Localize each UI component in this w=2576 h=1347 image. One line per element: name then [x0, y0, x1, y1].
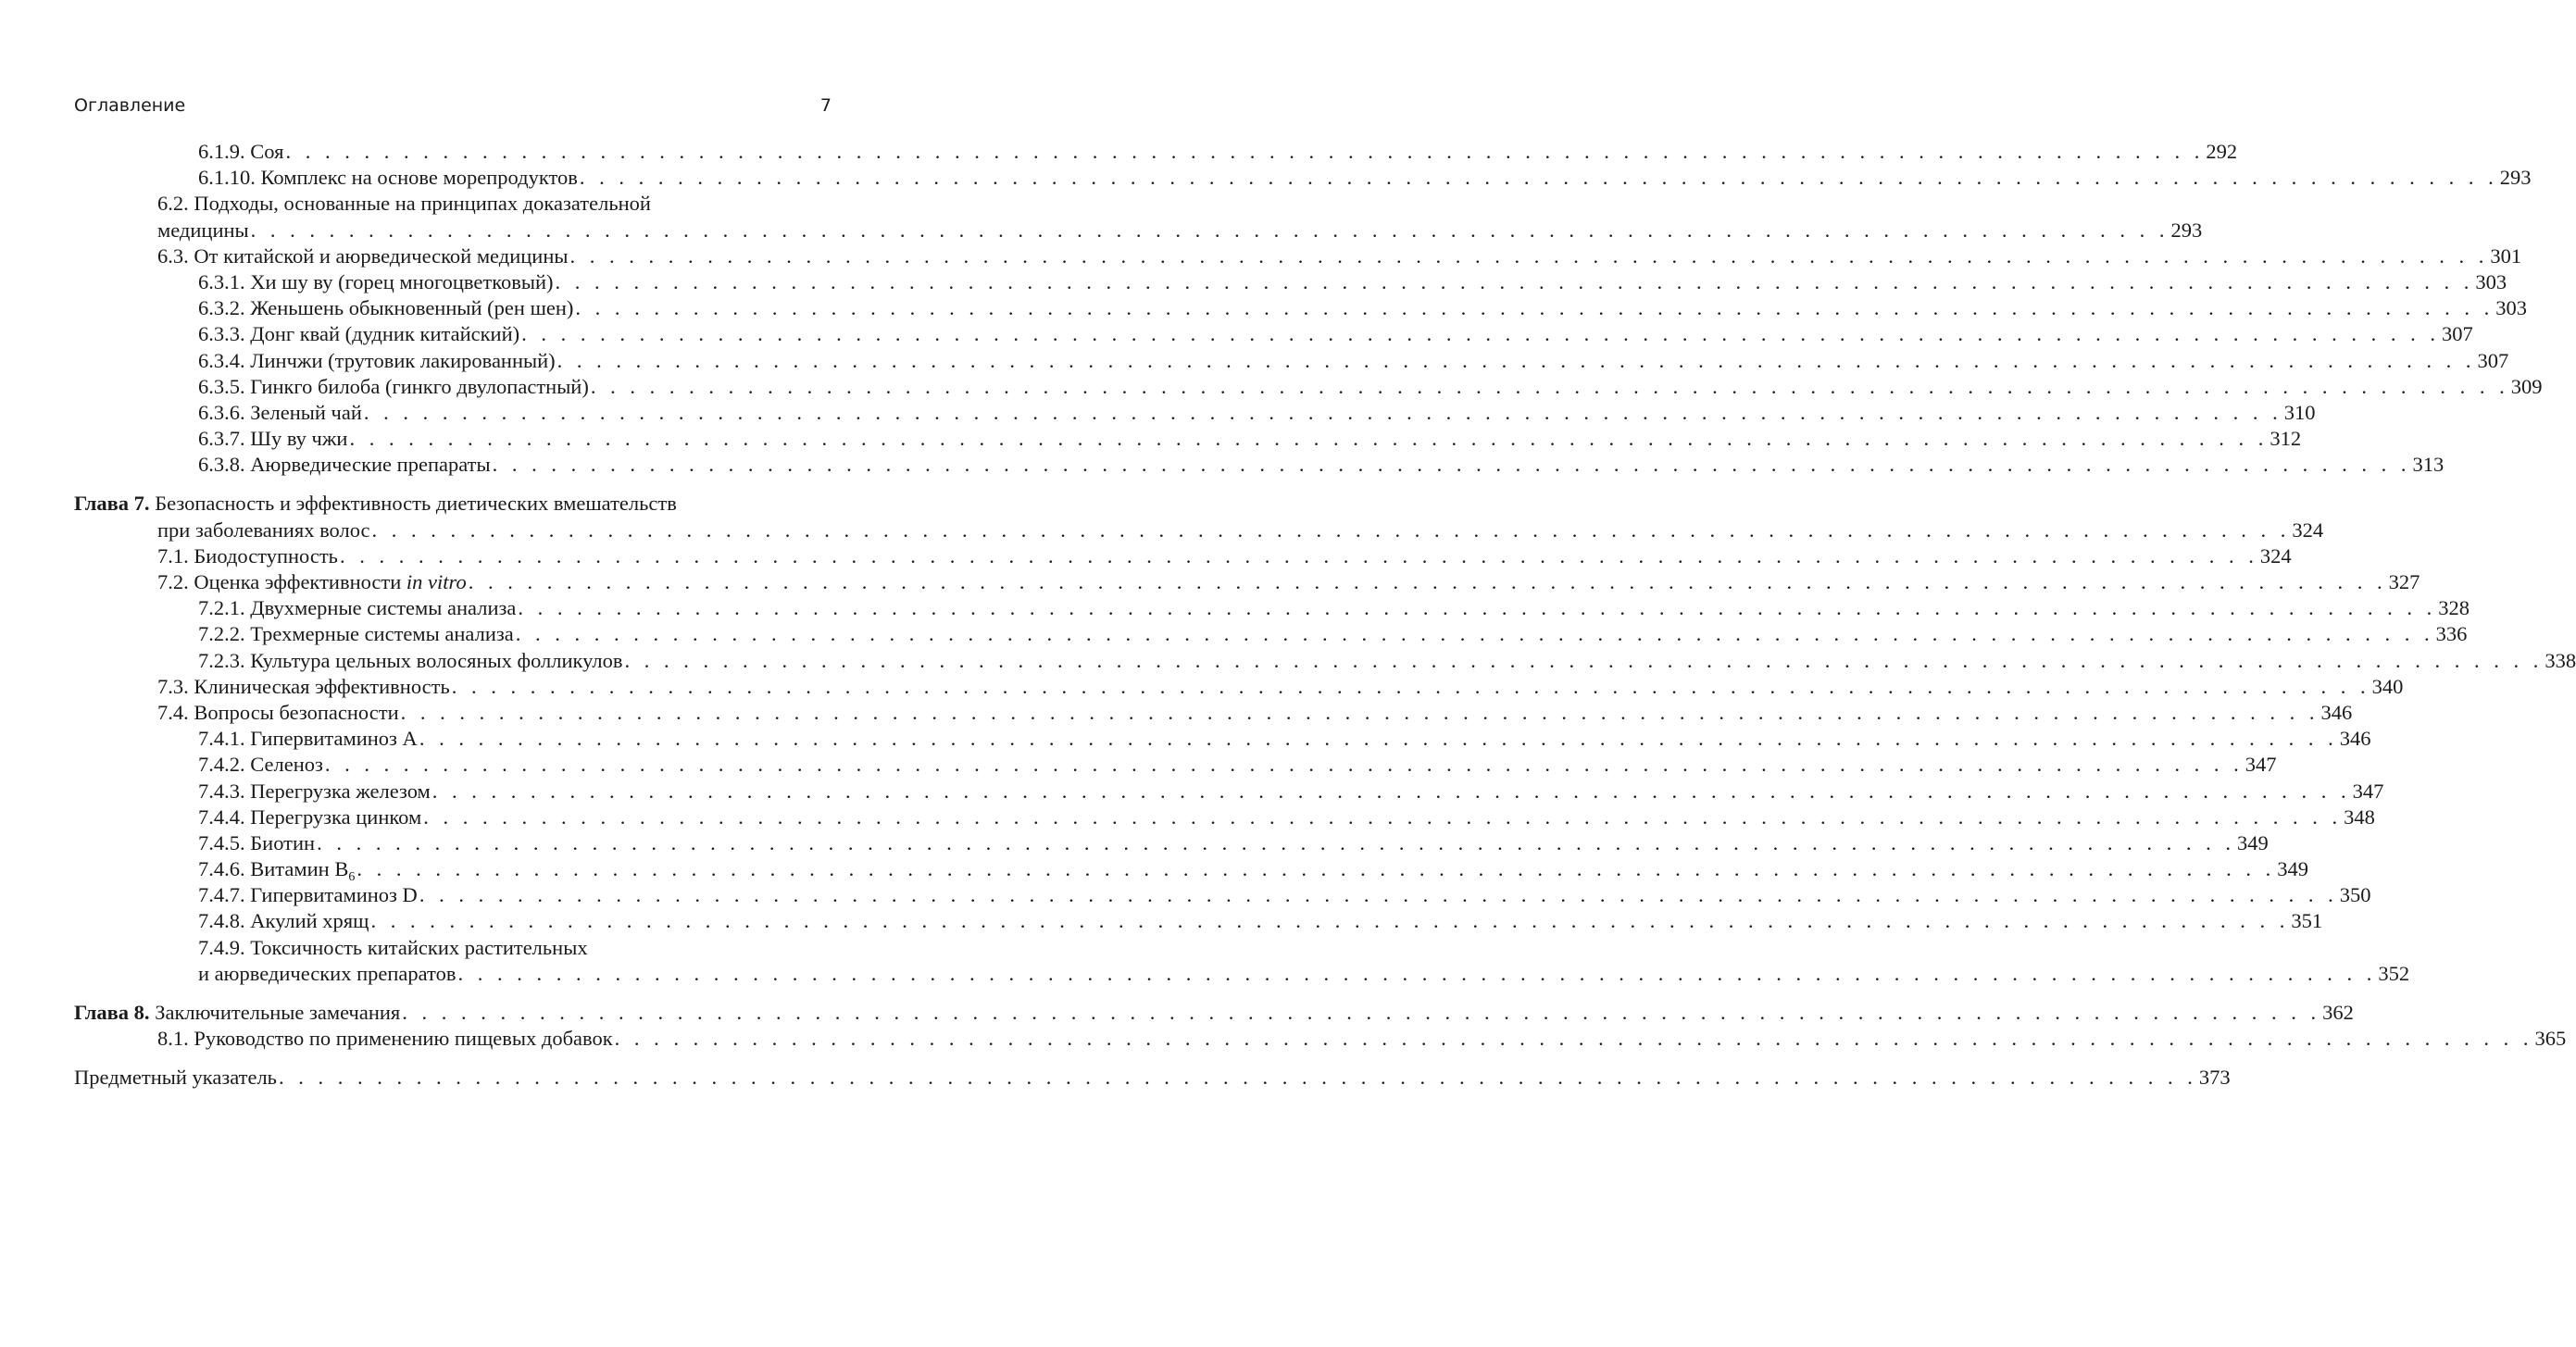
toc-entry[interactable]: 7.3. Клиническая эффективность . . . . . . . . . . . . . . . . . . . . . . . . . . . . . . . . . . . . . . . . . . . . . . . . . . . . . . . . . . . . . . . . . . . . . . . . . . . . . . . . . . . . . . . . . . . . . . . . . . 340 — [74, 674, 824, 700]
toc-entry[interactable]: 7.4.1. Гипервитаминоз A . . . . . . . . . . . . . . . . . . . . . . . . . . . . . . . . . . . . . . . . . . . . . . . . . . . . . . . . . . . . . . . . . . . . . . . . . . . . . . . . . . . . . . . . . . . . . . . . . . 346 — [74, 726, 824, 752]
toc-entry[interactable]: 7.2. Оценка эффективности in vitro . . . . . . . . . . . . . . . . . . . . . . . . . . . . . . . . . . . . . . . . . . . . . . . . . . . . . . . . . . . . . . . . . . . . . . . . . . . . . . . . . . . . . . . . . . . . . . . . . . 327 — [74, 569, 824, 595]
toc-entry[interactable]: 8.1. Руководство по применению пищевых добавок . . . . . . . . . . . . . . . . . . . . . . . . . . . . . . . . . . . . . . . . . . . . . . . . . . . . . . . . . . . . . . . . . . . . . . . . . . . . . . . . . . . . . . . . . . . . . . . . . . 365 — [74, 1026, 824, 1052]
toc-page-number: 336 — [2435, 622, 2468, 646]
page-number: 7 — [819, 95, 832, 116]
toc-entry[interactable]: 7.2.1. Двухмерные системы анализа . . . . . . . . . . . . . . . . . . . . . . . . . . . . . . . . . . . . . . . . . . . . . . . . . . . . . . . . . . . . . . . . . . . . . . . . . . . . . . . . . . . . . . . . . . . . . . . . . . 328 — [74, 595, 824, 621]
toc-page-number: 307 — [2477, 348, 2509, 372]
toc-chapter-line2[interactable]: при заболеваниях волос . . . . . . . . . . . . . . . . . . . . . . . . . . . . . . . . . . . . . . . . . . . . . . . . . . . . . . . . . . . . . . . . . . . . . . . . . . . . . . . . . . . . . . . . . . . . . . . . . . 324 — [74, 518, 824, 543]
toc-entry[interactable]: 7.4.5. Биотин . . . . . . . . . . . . . . . . . . . . . . . . . . . . . . . . . . . . . . . . . . . . . . . . . . . . . . . . . . . . . . . . . . . . . . . . . . . . . . . . . . . . . . . . . . . . . . . . . . 349 — [74, 830, 824, 856]
toc-page-number: 324 — [2259, 543, 2292, 567]
toc-page-number: 313 — [2412, 453, 2445, 477]
toc-page-number: 310 — [2283, 400, 2316, 424]
toc-page-number: 340 — [2371, 674, 2404, 698]
toc-page-number: 303 — [2495, 296, 2528, 320]
toc-entry[interactable]: 6.3.4. Линчжи (трутовик лакированный) . . . . . . . . . . . . . . . . . . . . . . . . . . . . . . . . . . . . . . . . . . . . . . . . . . . . . . . . . . . . . . . . . . . . . . . . . . . . . . . . . . . . . . . . . . . . . . . . . . 307 — [74, 348, 824, 374]
toc-entry[interactable]: 7.2.3. Культура цельных волосяных фолликулов . . . . . . . . . . . . . . . . . . . . . . . . . . . . . . . . . . . . . . . . . . . . . . . . . . . . . . . . . . . . . . . . . . . . . . . . . . . . . . . . . . . . . . . . . . . . . . . . . . 338 — [74, 648, 824, 674]
toc-entry[interactable]: 6.3.3. Донг квай (дудник китайский) . . . . . . . . . . . . . . . . . . . . . . . . . . . . . . . . . . . . . . . . . . . . . . . . . . . . . . . . . . . . . . . . . . . . . . . . . . . . . . . . . . . . . . . . . . . . . . . . . . 307 — [74, 321, 824, 347]
toc-page-number: 328 — [2438, 596, 2470, 620]
toc-page-number: 346 — [2320, 700, 2353, 724]
toc-entry[interactable]: 7.4.6. Витамин $B_6$ . . . . . . . . . . . . . . . . . . . . . . . . . . . . . . . . . . . . . . . . . . . . . . . . . . . . . . . . . . . . . . . . . . . . . . . . . . . . . . . . . . . . . . . . . . . . . . . . . . 349 — [198, 857, 2308, 885]
toc-entry[interactable]: 7.4.8. Акулий хрящ . . . . . . . . . . . . . . . . . . . . . . . . . . . . . . . . . . . . . . . . . . . . . . . . . . . . . . . . . . . . . . . . . . . . . . . . . . . . . . . . . . . . . . . . . . . . . . . . . . 351 — [74, 908, 824, 934]
toc-page-number: 347 — [2352, 779, 2384, 803]
toc-entry[interactable]: 6.1.9. Соя . . . . . . . . . . . . . . . . . . . . . . . . . . . . . . . . . . . . . . . . . . . . . . . . . . . . . . . . . . . . . . . . . . . . . . . . . . . . . . . . . . . . . . . . . . . . . . . . . . 292 — [74, 139, 824, 165]
toc-entry[interactable]: 6.3.7. Шу ву чжи . . . . . . . . . . . . . . . . . . . . . . . . . . . . . . . . . . . . . . . . . . . . . . . . . . . . . . . . . . . . . . . . . . . . . . . . . . . . . . . . . . . . . . . . . . . . . . . . . . 312 — [74, 426, 824, 452]
toc-page-number: 362 — [2322, 1001, 2354, 1024]
toc-page-number: 365 — [2534, 1027, 2567, 1051]
toc-entry[interactable]: 6.1.10. Комплекс на основе морепродуктов . . . . . . . . . . . . . . . . . . . . . . . . . . . . . . . . . . . . . . . . . . . . . . . . . . . . . . . . . . . . . . . . . . . . . . . . . . . . . . . . . . . . . . . . . . . . . . . . . . 293 — [74, 165, 824, 191]
toc-entry[interactable]: 6.3.5. Гинкго билоба (гинкго двулопастный) . . . . . . . . . . . . . . . . . . . . . . . . . . . . . . . . . . . . . . . . . . . . . . . . . . . . . . . . . . . . . . . . . . . . . . . . . . . . . . . . . . . . . . . . . . . . . . . . . . 309 — [74, 374, 824, 400]
toc-page-number: 346 — [2339, 727, 2371, 751]
table-of-contents — [74, 139, 2576, 1091]
toc-page-number: 348 — [2344, 804, 2375, 829]
section-title: Оглавление — [74, 95, 186, 116]
toc-entry[interactable]: 6.3.6. Зеленый чай . . . . . . . . . . . . . . . . . . . . . . . . . . . . . . . . . . . . . . . . . . . . . . . . . . . . . . . . . . . . . . . . . . . . . . . . . . . . . . . . . . . . . . . . . . . . . . . . . . 310 — [74, 400, 824, 426]
toc-entry[interactable]: 7.4. Вопросы безопасности . . . . . . . . . . . . . . . . . . . . . . . . . . . . . . . . . . . . . . . . . . . . . . . . . . . . . . . . . . . . . . . . . . . . . . . . . . . . . . . . . . . . . . . . . . . . . . . . . . 346 — [74, 700, 824, 726]
toc-entry[interactable]: 6.3.8. Аюрведические препараты . . . . . . . . . . . . . . . . . . . . . . . . . . . . . . . . . . . . . . . . . . . . . . . . . . . . . . . . . . . . . . . . . . . . . . . . . . . . . . . . . . . . . . . . . . . . . . . . . . 313 — [74, 452, 824, 478]
toc-page-number: 347 — [2245, 753, 2277, 777]
toc-page-number: 292 — [2206, 140, 2238, 163]
toc-page-number: 293 — [2499, 166, 2532, 190]
toc-page-number: 301 — [2490, 243, 2522, 268]
toc-page-number: 312 — [2270, 427, 2302, 451]
toc-chapter[interactable]: Глава 8. Заключительные замечания . . . . . . . . . . . . . . . . . . . . . . . . . . . . . . . . . . . . . . . . . . . . . . . . . . . . . . . . . . . . . . . . . . . . . . . . . . . . . . . . . . . . . . . . . . . . . . . . . . 362 — [74, 1000, 824, 1026]
toc-page-number: 352 — [2378, 961, 2410, 985]
toc-entry[interactable]: 7.2.2. Трехмерные системы анализа . . . . . . . . . . . . . . . . . . . . . . . . . . . . . . . . . . . . . . . . . . . . . . . . . . . . . . . . . . . . . . . . . . . . . . . . . . . . . . . . . . . . . . . . . . . . . . . . . . 336 — [74, 621, 824, 647]
chapter-label: Глава 7. — [74, 492, 150, 516]
toc-page-number: 338 — [2545, 648, 2576, 672]
toc-entry-line2[interactable]: медицины . . . . . . . . . . . . . . . . . . . . . . . . . . . . . . . . . . . . . . . . . . . . . . . . . . . . . . . . . . . . . . . . . . . . . . . . . . . . . . . . . . . . . . . . . . . . . . . . . . 293 — [74, 218, 824, 243]
toc-page-number: 307 — [2442, 322, 2473, 346]
toc-entry-line1[interactable]: 7.4.9. Токсичность китайских растительных — [198, 935, 588, 959]
toc-page-number: 309 — [2510, 374, 2543, 398]
chapter-label: Глава 8. — [74, 1001, 150, 1024]
toc-page-number: 350 — [2339, 883, 2371, 907]
toc-entry[interactable]: 7.4.7. Гипервитаминоз D . . . . . . . . . . . . . . . . . . . . . . . . . . . . . . . . . . . . . . . . . . . . . . . . . . . . . . . . . . . . . . . . . . . . . . . . . . . . . . . . . . . . . . . . . . . . . . . . . . 350 — [74, 882, 824, 908]
toc-entry-line2[interactable]: и аюрведических препаратов . . . . . . . . . . . . . . . . . . . . . . . . . . . . . . . . . . . . . . . . . . . . . . . . . . . . . . . . . . . . . . . . . . . . . . . . . . . . . . . . . . . . . . . . . . . . . . . . . . 352 — [74, 961, 824, 987]
toc-page-number: 324 — [2292, 518, 2324, 542]
toc-page-number: 293 — [2170, 218, 2203, 242]
toc-entry[interactable]: 7.4.3. Перегрузка железом . . . . . . . . . . . . . . . . . . . . . . . . . . . . . . . . . . . . . . . . . . . . . . . . . . . . . . . . . . . . . . . . . . . . . . . . . . . . . . . . . . . . . . . . . . . . . . . . . . 347 — [74, 779, 824, 804]
toc-entry-line1[interactable]: 6.2. Подходы, основанные на принципах доказательной — [157, 192, 651, 216]
toc-entry[interactable]: 6.3. От китайской и аюрведической медицины . . . . . . . . . . . . . . . . . . . . . . . . . . . . . . . . . . . . . . . . . . . . . . . . . . . . . . . . . . . . . . . . . . . . . . . . . . . . . . . . . . . . . . . . . . . . . . . . . . 301 — [74, 243, 824, 269]
toc-page-number: 327 — [2388, 570, 2420, 593]
toc-chapter-line1[interactable]: Глава 7. Безопасность и эффективность диетических вмешательств — [74, 492, 677, 516]
toc-page-number: 349 — [2277, 857, 2308, 881]
toc-page-number: 303 — [2475, 269, 2507, 293]
toc-page-number: 373 — [2198, 1066, 2231, 1090]
toc-entry-index[interactable]: Предметный указатель . . . . . . . . . . . . . . . . . . . . . . . . . . . . . . . . . . . . . . . . . . . . . . . . . . . . . . . . . . . . . . . . . . . . . . . . . . . . . . . . . . . . . . . . . . . . . . . . . . 373 — [74, 1065, 824, 1091]
toc-page-number: 351 — [2291, 909, 2323, 933]
toc-entry[interactable]: 7.1. Биодоступность . . . . . . . . . . . . . . . . . . . . . . . . . . . . . . . . . . . . . . . . . . . . . . . . . . . . . . . . . . . . . . . . . . . . . . . . . . . . . . . . . . . . . . . . . . . . . . . . . . 324 — [74, 543, 824, 569]
toc-page-number: 349 — [2236, 830, 2269, 854]
toc-entry[interactable]: 7.4.4. Перегрузка цинком . . . . . . . . . . . . . . . . . . . . . . . . . . . . . . . . . . . . . . . . . . . . . . . . . . . . . . . . . . . . . . . . . . . . . . . . . . . . . . . . . . . . . . . . . . . . . . . . . . 348 — [74, 804, 824, 830]
toc-entry[interactable]: 6.3.2. Женьшень обыкновенный (рен шен) . . . . . . . . . . . . . . . . . . . . . . . . . . . . . . . . . . . . . . . . . . . . . . . . . . . . . . . . . . . . . . . . . . . . . . . . . . . . . . . . . . . . . . . . . . . . . . . . . . 303 — [74, 295, 824, 321]
toc-entry[interactable]: 6.3.1. Хи шу ву (горец многоцветковый) . . . . . . . . . . . . . . . . . . . . . . . . . . . . . . . . . . . . . . . . . . . . . . . . . . . . . . . . . . . . . . . . . . . . . . . . . . . . . . . . . . . . . . . . . . . . . . . . . . 303 — [74, 269, 824, 295]
toc-entry[interactable]: 7.4.2. Селеноз . . . . . . . . . . . . . . . . . . . . . . . . . . . . . . . . . . . . . . . . . . . . . . . . . . . . . . . . . . . . . . . . . . . . . . . . . . . . . . . . . . . . . . . . . . . . . . . . . . 347 — [74, 752, 824, 778]
